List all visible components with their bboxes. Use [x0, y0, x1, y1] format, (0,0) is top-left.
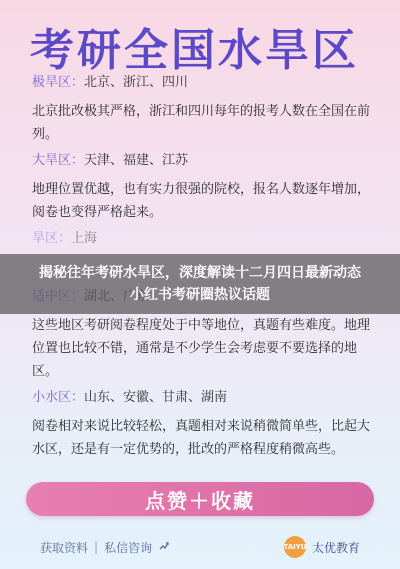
get-materials-link[interactable]: 获取资料 — [40, 540, 89, 555]
private-message-link[interactable]: 私信咨询 — [104, 540, 153, 555]
section-small-water-label — [32, 389, 382, 407]
headline-line-1: 揭秘往年考研水旱区，深度解读十二月四日最新动态 — [39, 265, 361, 281]
section-drought-label — [32, 230, 382, 248]
headline-overlay[interactable] — [0, 254, 400, 314]
page-title: 考研全国水旱区 — [30, 25, 359, 76]
section-tag: 旱区： — [32, 231, 72, 246]
headline-line-2: 小红书考研圈热议话题 — [130, 287, 270, 303]
section-extreme-drought-label — [32, 74, 382, 92]
section-desc: 地理位置优越，也有实力很强的院校，报名人数逐年增加，阅卷也变得严格起来。 — [32, 182, 371, 220]
footer — [0, 525, 400, 569]
like-save-button[interactable]: 点赞＋收藏 — [26, 482, 374, 516]
brand-name: 太优教育 — [311, 540, 360, 555]
section-desc: 北京批改极其严格，浙江和四川每年的报考人数在全国在前列。 — [32, 104, 371, 142]
section-provinces: 天津、福建、江苏 — [84, 153, 189, 168]
share-icon[interactable] — [158, 540, 170, 555]
footer-links — [40, 539, 284, 556]
brand-logo-icon: TAIYU — [284, 536, 306, 558]
section-provinces: 北京、浙江、四川 — [84, 75, 189, 90]
section-desc: 这些地区考研阅卷程度处于中等地位，真题有些难度。地理位置也比较不错，通常是不少学生会考虑要不要选择的地区。 — [32, 318, 371, 379]
brand — [284, 536, 360, 558]
section-provinces: 山东、安徽、甘肃、湖南 — [84, 390, 228, 405]
divider: | — [94, 540, 99, 554]
section-major-drought-label — [32, 152, 382, 170]
section-provinces: 上海 — [71, 231, 98, 246]
section-tag: 极旱区： — [32, 75, 85, 90]
section-desc: 阅卷相对来说比较轻松，真题相对来说稍微简单些，比起大水区，还是有一定优势的，批改的严格程度稍微高些。 — [32, 419, 371, 457]
section-tag: 大旱区： — [32, 153, 85, 168]
section-tag: 小水区： — [32, 390, 85, 405]
